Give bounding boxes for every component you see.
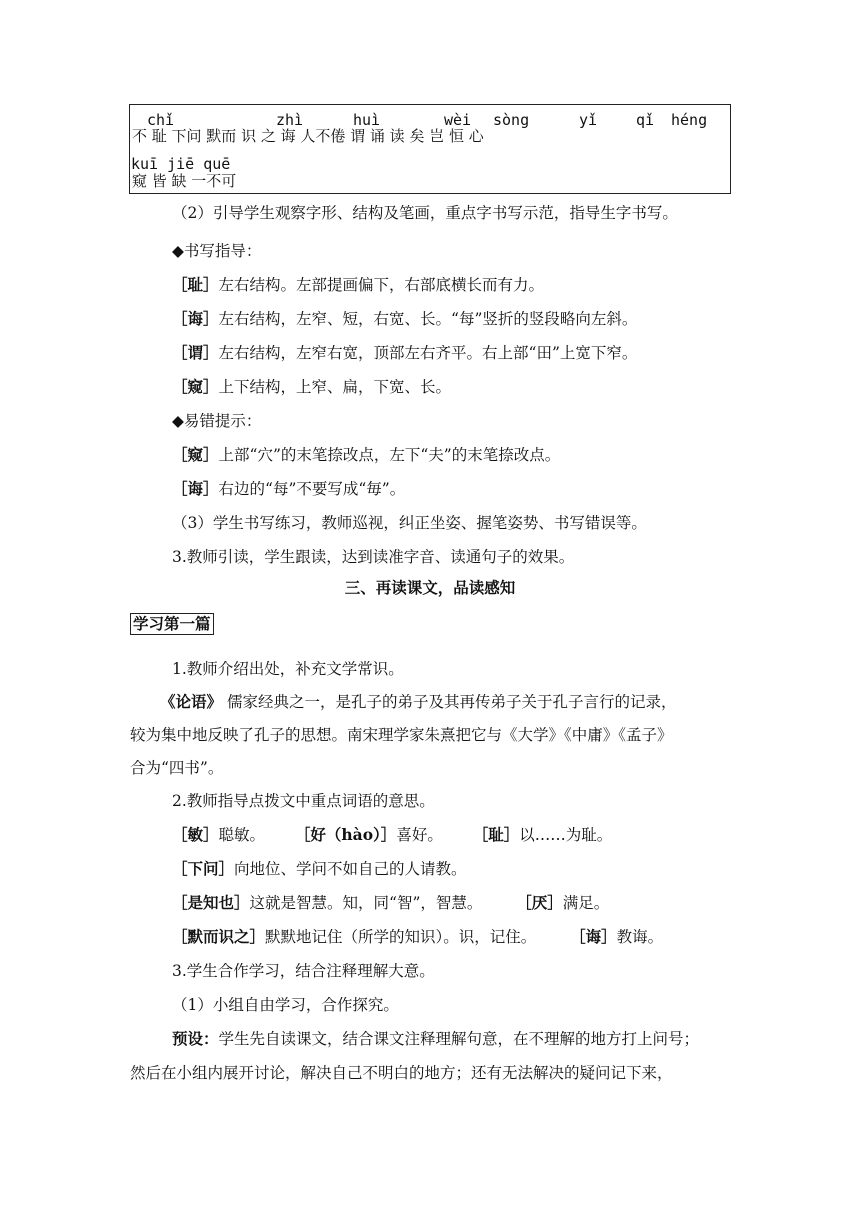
paragraph: 1.教师介绍出处，补充文学常识。 bbox=[172, 660, 404, 678]
pinyin-syllable: sòng bbox=[493, 111, 530, 129]
guide-key: ［诲］ bbox=[172, 309, 219, 328]
pinyin-syllable: wèi bbox=[444, 111, 472, 129]
guide-key: ［谓］ bbox=[172, 343, 219, 362]
section-heading: 三、再读课文，品读感知 bbox=[344, 578, 516, 597]
vocab-key: ［耻］ bbox=[472, 825, 520, 844]
vocab-line: ［下问］向地位、学问不如自己的人请教。 bbox=[172, 859, 467, 878]
paragraph: 2.教师指导点拨文中重点词语的意思。 bbox=[172, 792, 435, 810]
vocab-line: ［是知也］这就是智慧。知，同“智”，智慧。 ［厌］满足。 bbox=[172, 893, 610, 912]
book-title: 《论语》 bbox=[160, 692, 223, 711]
vocab-key: ［诲］ bbox=[570, 927, 617, 946]
guide-item: ［窥］上下结构，上窄、扁，下宽、长。 bbox=[172, 377, 452, 396]
error-tips-title: ◆易错提示： bbox=[172, 412, 262, 430]
step-2-text: （2）引导学生观察字形、结构及笔画，重点字书写示范，指导生字书写。 bbox=[172, 204, 678, 222]
pinyin-syllable: héng bbox=[671, 111, 708, 129]
pinyin-syllable: chǐ bbox=[147, 111, 175, 129]
error-item: ［窥］上部“穴”的末笔捺改点，左下“夫”的末笔捺改点。 bbox=[172, 445, 561, 464]
error-key: ［诲］ bbox=[172, 479, 219, 498]
guide-item: ［耻］左右结构。左部提画偏下，右部底横长而有力。 bbox=[172, 275, 545, 294]
step-3-text: （3）学生书写练习，教师巡视，纠正坐姿、握笔姿势、书写错误等。 bbox=[172, 514, 647, 532]
vocab-key: ［是知也］ bbox=[172, 893, 250, 912]
paragraph: 合为“四书”。 bbox=[130, 759, 224, 777]
pinyin-syllable: yǐ bbox=[579, 111, 598, 129]
vocab-key: ［好（hào）］ bbox=[294, 825, 397, 844]
guide-key: ［耻］ bbox=[172, 275, 219, 294]
vocab-key: ［默而识之］ bbox=[172, 927, 266, 946]
char-row-2: 窥 皆 缺 一不可 bbox=[132, 172, 237, 190]
paragraph: （1）小组自由学习，合作探究。 bbox=[172, 996, 399, 1014]
vocab-key: ［敏］ bbox=[172, 825, 219, 844]
vocab-line: ［敏］聪敏。 ［好（hào）］喜好。 ［耻］以……为耻。 bbox=[172, 825, 613, 844]
error-item: ［诲］右边的“每”不要写成“毎”。 bbox=[172, 479, 406, 498]
guide-key: ［窥］ bbox=[172, 377, 219, 396]
point-3-text: 3.教师引读，学生跟读，达到读准字音、读通句子的效果。 bbox=[172, 548, 575, 566]
preset-label: 预设： bbox=[172, 1029, 219, 1048]
error-key: ［窥］ bbox=[172, 445, 219, 464]
pinyin-syllable: zhì bbox=[276, 111, 304, 129]
paragraph: 《论语》 儒家经典之一，是孔子的弟子及其再传弟子关于孔子言行的记录， bbox=[160, 692, 677, 711]
guide-item: ［诲］左右结构，左窄、短，右宽、长。“每”竖折的竖段略向左斜。 bbox=[172, 309, 638, 328]
paragraph: 然后在小组内展开讨论，解决自己不明白的地方；还有无法解决的疑问记下来， bbox=[130, 1064, 673, 1082]
boxed-label: 学习第一篇 bbox=[130, 613, 214, 635]
paragraph: 预设：学生先自读课文，结合课文注释理解句意，在不理解的地方打上问号； bbox=[172, 1029, 700, 1048]
vocab-key: ［厌］ bbox=[516, 893, 563, 912]
vocab-key: ［下问］ bbox=[172, 859, 235, 878]
guide-item: ［谓］左右结构，左窄右宽，顶部左右齐平。右上部“田”上宽下窄。 bbox=[172, 343, 638, 362]
paragraph: 较为集中地反映了孔子的思想。南宋理学家朱熹把它与《大学》《中庸》《孟子》 bbox=[130, 726, 673, 744]
vocab-line: ［默而识之］默默地记住（所学的知识）。识，记住。 ［诲］教诲。 bbox=[172, 927, 664, 946]
pinyin-row-2: kuī jiē quē bbox=[131, 155, 231, 173]
paragraph: 3.学生合作学习，结合注释理解大意。 bbox=[172, 962, 435, 980]
char-row-1: 不 耻 下问 默而 识 之 诲 人不倦 谓 诵 读 矣 岂 恒 心 bbox=[132, 127, 484, 145]
writing-guide-title: ◆书写指导： bbox=[172, 242, 262, 260]
pinyin-syllable: huì bbox=[353, 111, 381, 129]
pinyin-table bbox=[129, 104, 731, 194]
pinyin-syllable: qǐ bbox=[636, 111, 655, 129]
